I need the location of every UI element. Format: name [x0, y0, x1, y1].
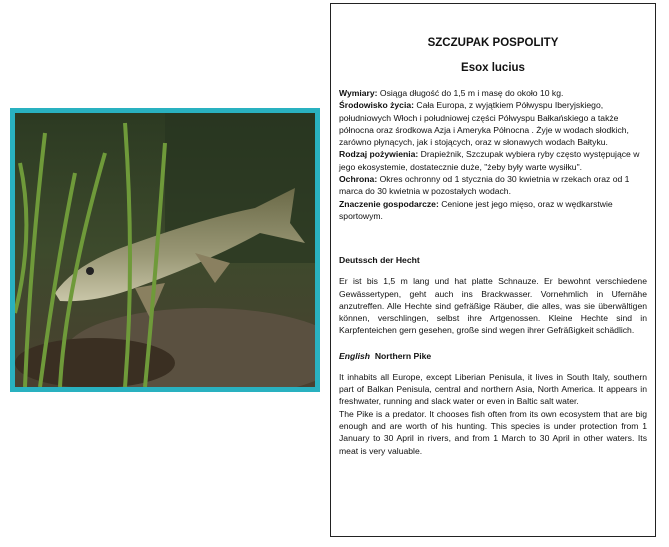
pl-protection: Ochrona: Okres ochronny od 1 stycznia do 30 kwietnia w rzekach oraz od 1 marca do 30 kwietnia w pozostałych wodach. [339, 174, 630, 197]
pl-diet: Rodzaj pożywienia: Drapieżnik, Szczupak wybiera ryby często występujące w jego ekosystemie, dostatecznie duże, "żeby były warte wysiłku". [339, 149, 640, 172]
pl-economic: Znaczenie gospodarcze: Cenione jest jego mięso, oraz w wędkarstwie sportowym. [339, 198, 613, 221]
species-title: SZCZUPAK POSPOLITY [427, 37, 559, 49]
pike-photo [10, 108, 320, 392]
species-info-card [330, 3, 656, 537]
pl-size: Wymiary: Osiąga długość do 1,5 m i masę do około 10 kg. [339, 88, 564, 98]
english-heading: English Northern Pike [339, 350, 432, 361]
polish-description [339, 87, 647, 222]
german-heading: Deutssch der Hecht [339, 255, 420, 266]
pl-habitat: Środowisko życia: Cała Europa, z wyjątkiem Półwyspu Iberyjskiego, południowych Włoch i południowej części Półwyspu Bałkańskiego a także północna oraz środkowa Azja i Ameryka Północna . Żyje w wodach słodkich, zarówno płynących, jak i stojących, oraz w słonawych wodach Bałtyku. [339, 100, 629, 148]
german-text: Er ist bis 1,5 m lang und hat platte Schnauze. Er bewohnt verschiedene Gewässertypen, geht auch ins Brackwasser. Vornehmlich in Ufernähe anzutreffen. Alle Hechte sind gefräßige Räuber, die alles, was sie überwältigen können, verschlingen, selbst ihre Artgenossen. Kleine Hechte sind in Karpfenteichen gern gesehen, große sind wegen ihrer Gefräßigkeit schädlich. [339, 276, 647, 336]
pike-illustration [15, 113, 315, 387]
english-text: It inhabits all Europe, except Liberian Penisula, it lives in South Italy, southern part of Balkan Penisula, central and northern Asia, North America. It appears in freshwater, running and slack water or even in Baltic salt water. The Pike is a predator. It chooses fish often from its own ecosystem that are big enough and are worth of his hunting. This species is under protection from 1 January to 30 April in rivers, and from 1 March to 30 April in other waters. Its meat is very valuable. [339, 371, 647, 456]
latin-name: Esox lucius [461, 62, 525, 74]
